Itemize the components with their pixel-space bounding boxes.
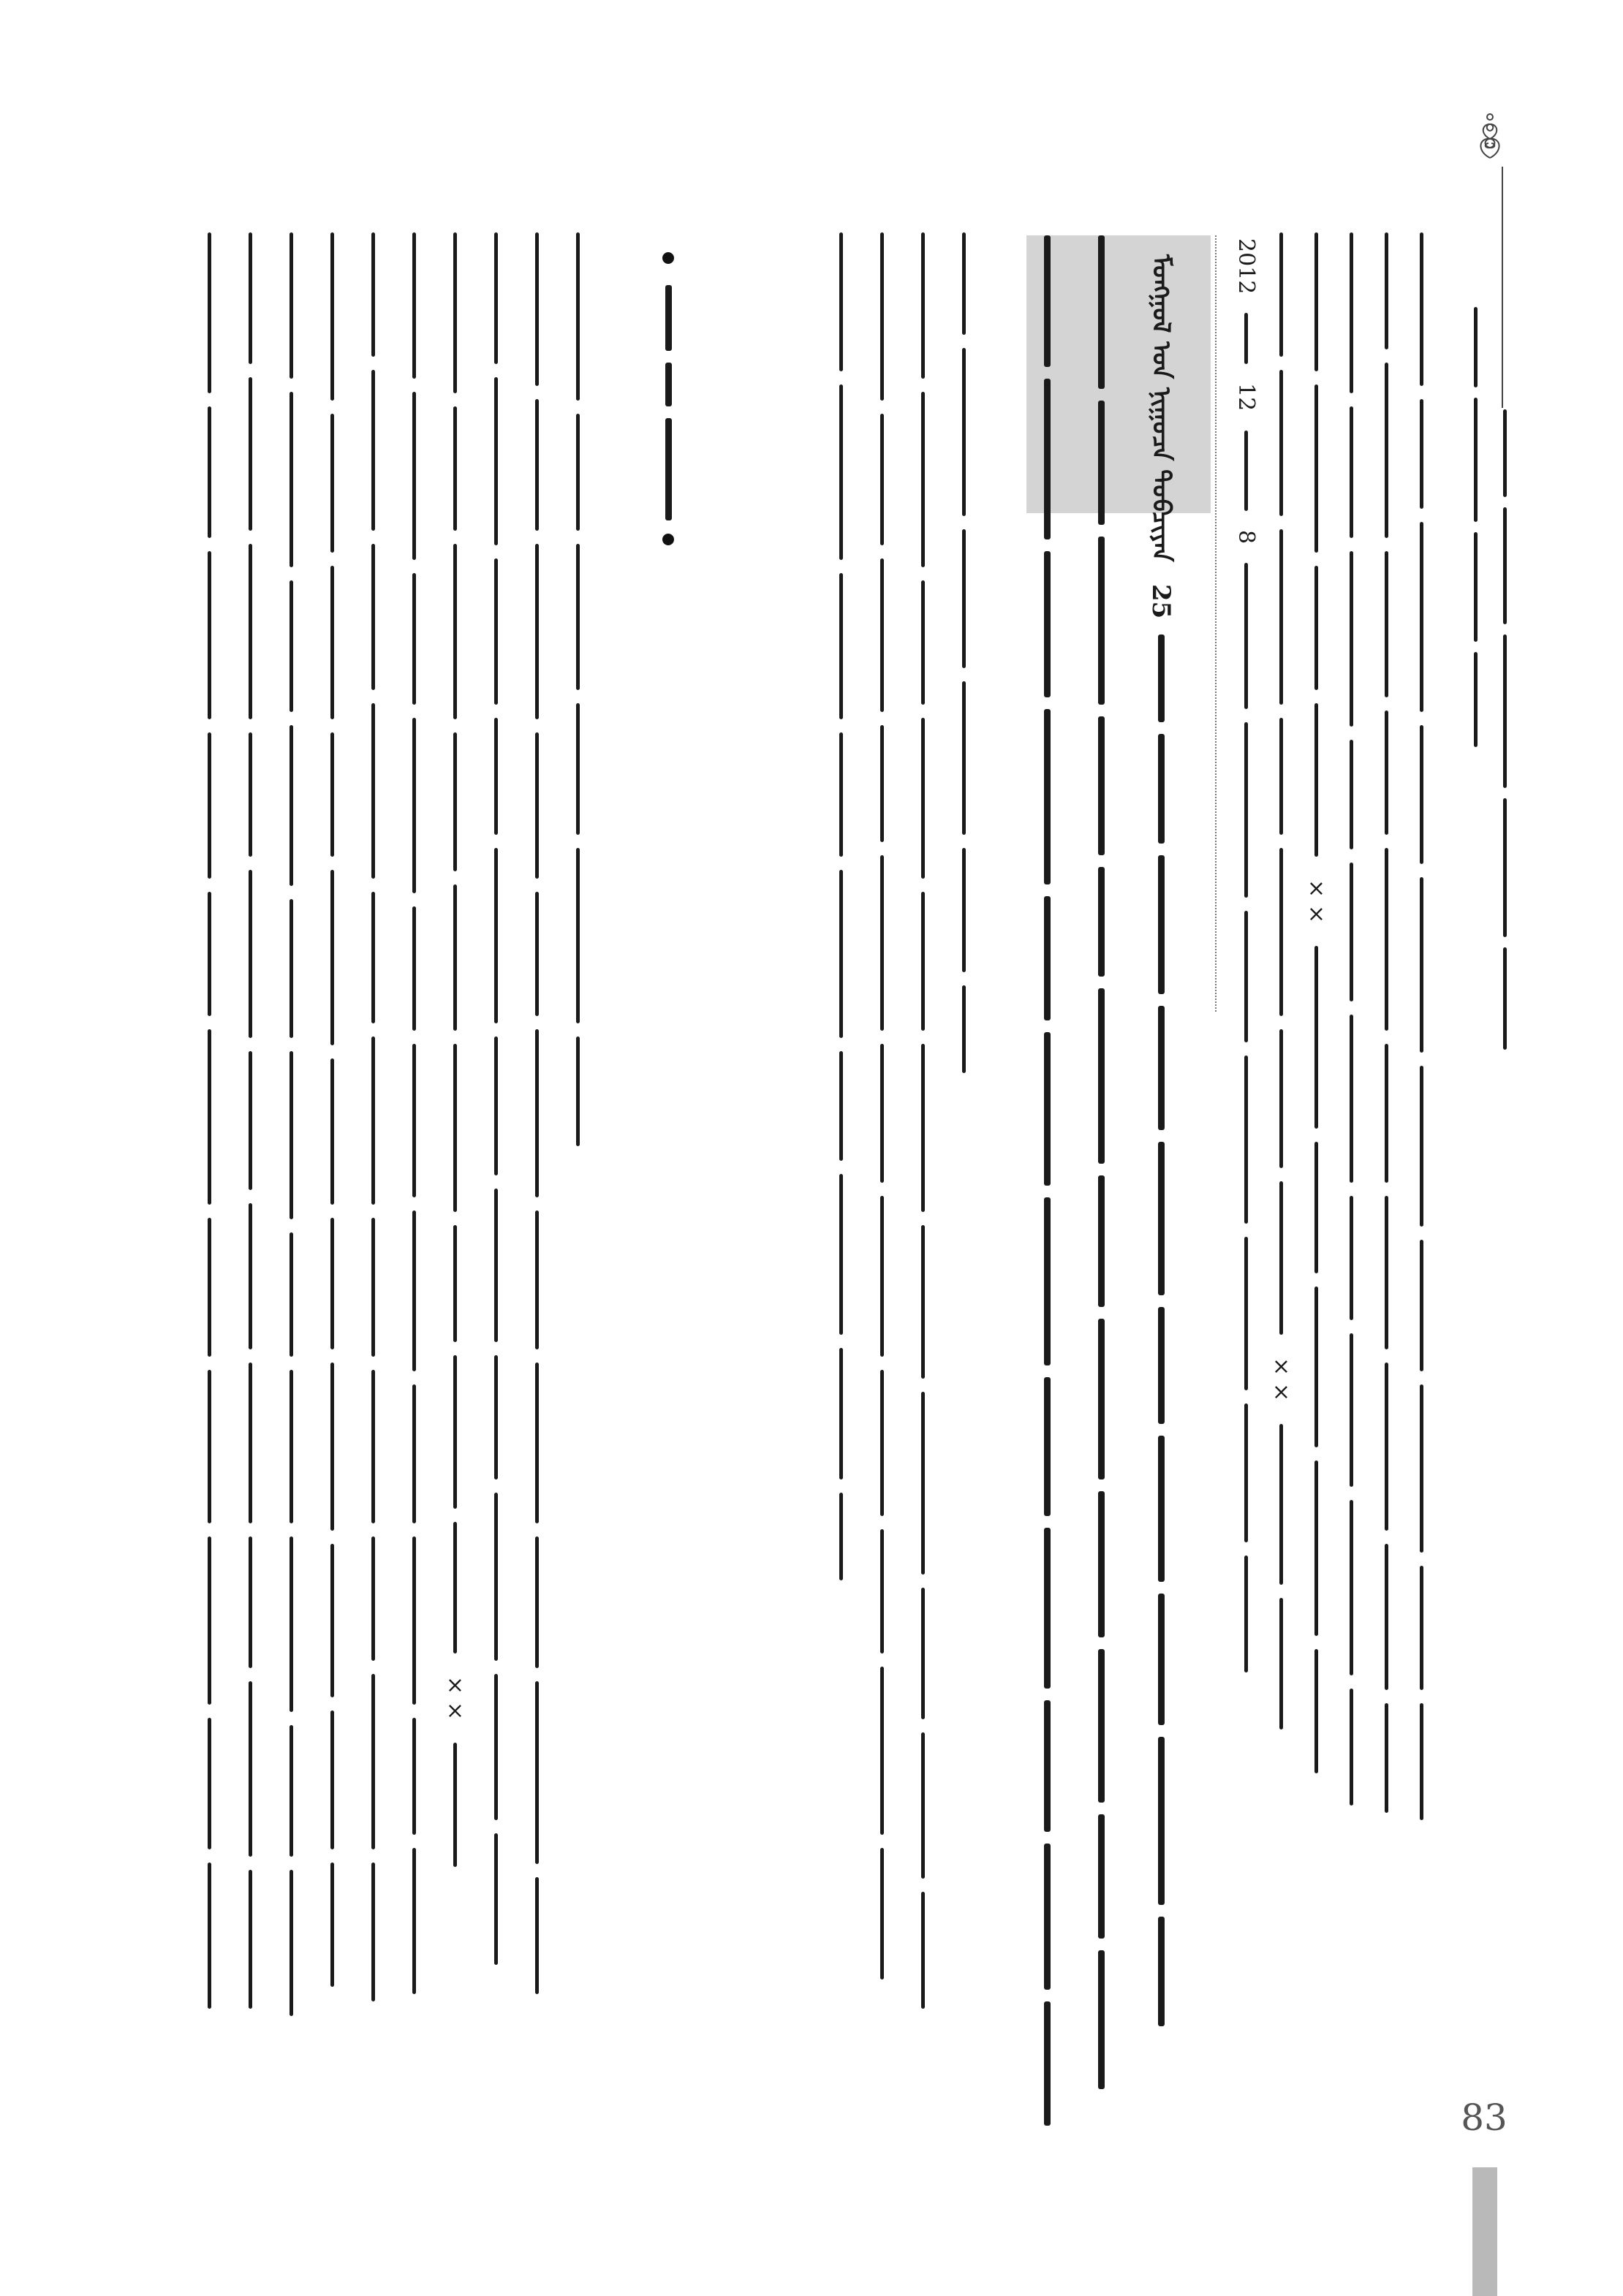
intro-text-line [1335, 232, 1367, 1806]
body-text-line [234, 232, 266, 2009]
body-text-line [907, 232, 939, 2009]
body-text-line [480, 232, 512, 1965]
body-text-line [521, 232, 553, 1994]
intro-date-line [1230, 232, 1262, 1672]
section-heading-title: ᠮᠣᠩᠭᠣᠯ ᠤᠨ ᠨᠢᠭᠤᠴᠠ ᠲᠣᠪᠴᠢᠶᠠᠨ [1146, 254, 1176, 562]
section-heading-line [1081, 235, 1121, 2089]
date-month: 12 [1233, 383, 1259, 412]
body-text-line [357, 232, 389, 2001]
cross-mark: ×× [442, 1672, 468, 1724]
intro-text-line [1300, 232, 1332, 1773]
section-heading-line [1140, 249, 1181, 2026]
cross-mark: ×× [1268, 1354, 1294, 1405]
body-text-line [947, 232, 980, 1073]
section-divider [1215, 235, 1217, 1012]
page-number: 83 [1461, 2096, 1507, 2139]
page-edge-tab [1472, 2167, 1497, 2296]
subheading-bullet [662, 534, 674, 545]
intro-text-line [1265, 232, 1297, 1729]
cross-mark: ×× [1304, 876, 1329, 927]
body-text-line [561, 232, 594, 1146]
body-text-line [825, 232, 857, 1580]
body-text-line [866, 232, 898, 1979]
body-text-line [275, 232, 307, 2016]
body-text-line [316, 232, 348, 1987]
subheading-bullet [662, 252, 674, 264]
ornament [1475, 110, 1505, 164]
date-year: 2012 [1233, 238, 1259, 295]
section-heading-line [1026, 235, 1067, 2126]
running-header-line [1488, 409, 1521, 1050]
intro-text-line [1405, 232, 1437, 1820]
intro-text-line [1370, 232, 1402, 1813]
header-rule [1502, 167, 1503, 408]
heading-number: 25 [1146, 583, 1176, 618]
date-day: 8 [1233, 529, 1259, 544]
running-header-line [1459, 307, 1491, 747]
body-text-line [439, 232, 471, 1867]
body-text-line [398, 232, 430, 1994]
body-text-line [193, 232, 225, 2009]
subheading-line [648, 285, 689, 520]
